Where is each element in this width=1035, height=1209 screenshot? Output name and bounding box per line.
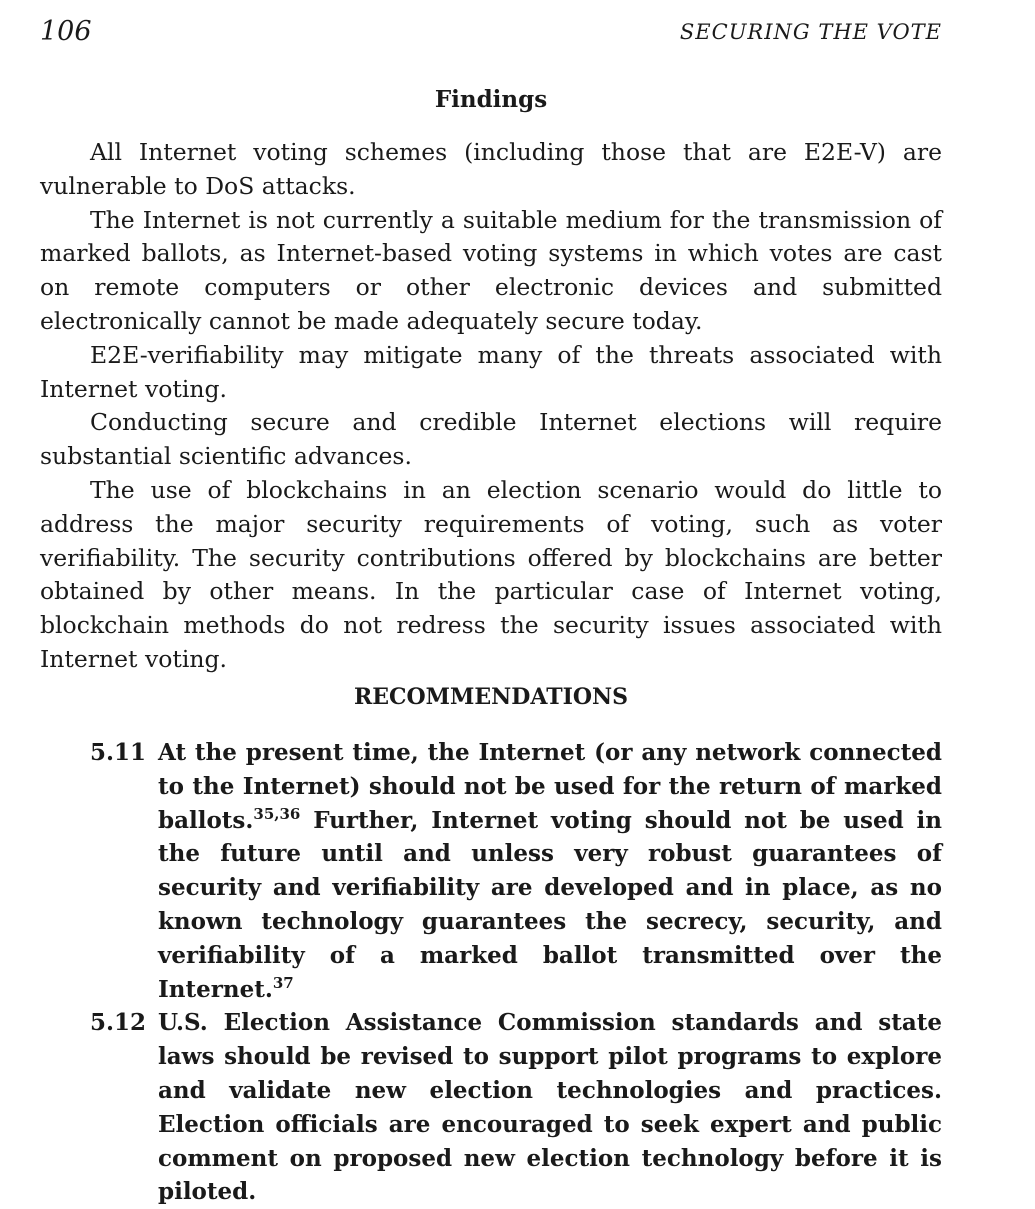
page-number: 106 — [40, 16, 92, 47]
recommendation-text: U.S. Election Assistance Commission standards and state laws should be revised to support pilot programs to explore and validate new election technologies and practices. Election officials are encouraged to seek expert and public comment on proposed new election technology before it is piloted. — [158, 1009, 942, 1206]
findings-heading: Findings — [434, 86, 548, 113]
recommendation-item — [40, 736, 942, 1006]
running-title: SECURING THE VOTE — [679, 20, 942, 44]
recommendation-number: 5.11 — [90, 739, 147, 766]
footnote-reference: 37 — [272, 973, 294, 992]
running-header — [40, 16, 942, 52]
recommendation-text: At the present time, the Internet (or any network connected to the Internet) should not be used for the return of marked ballots. — [158, 739, 942, 834]
recommendation-text: Further, Internet voting should not be used in the future until and unless very robust guarantees of security and verifiability are developed and in place, as no known technology guarantees the secrecy, security, and verifiability of a marked ballot transmitted over the Internet. — [158, 806, 942, 1003]
footnote-reference: 35,36 — [253, 804, 301, 823]
finding-paragraph: Conducting secure and credible Internet elections will require substantial scientific advances. — [40, 408, 942, 471]
recommendations-heading: RECOMMENDATIONS — [353, 684, 629, 710]
finding-paragraph: The Internet is not currently a suitable medium for the transmission of marked ballots, as Internet-based voting systems in which votes are cast on remote computers or other electronic devices and submitted electronically cannot be made adequately secure today. — [40, 205, 942, 335]
recommendations-section — [40, 736, 942, 1209]
finding-paragraph: All Internet voting schemes (including those that are E2E-V) are vulnerable to DoS attacks. — [40, 138, 942, 200]
finding-paragraph: The use of blockchains in an election scenario would do little to address the major security requirements of voting, such as voter verifiability. The security contributions offered by blockchains are better obtained by other means. In the particular case of Internet voting, blockchain methods do not redress the security issues associated with Internet voting. — [40, 475, 942, 673]
finding-paragraph: E2E-verifiability may mitigate many of the threats associated with Internet voting. — [40, 340, 942, 403]
recommendation-number: 5.12 — [90, 1009, 147, 1037]
findings-section — [40, 136, 942, 677]
recommendation-item — [40, 1006, 942, 1209]
